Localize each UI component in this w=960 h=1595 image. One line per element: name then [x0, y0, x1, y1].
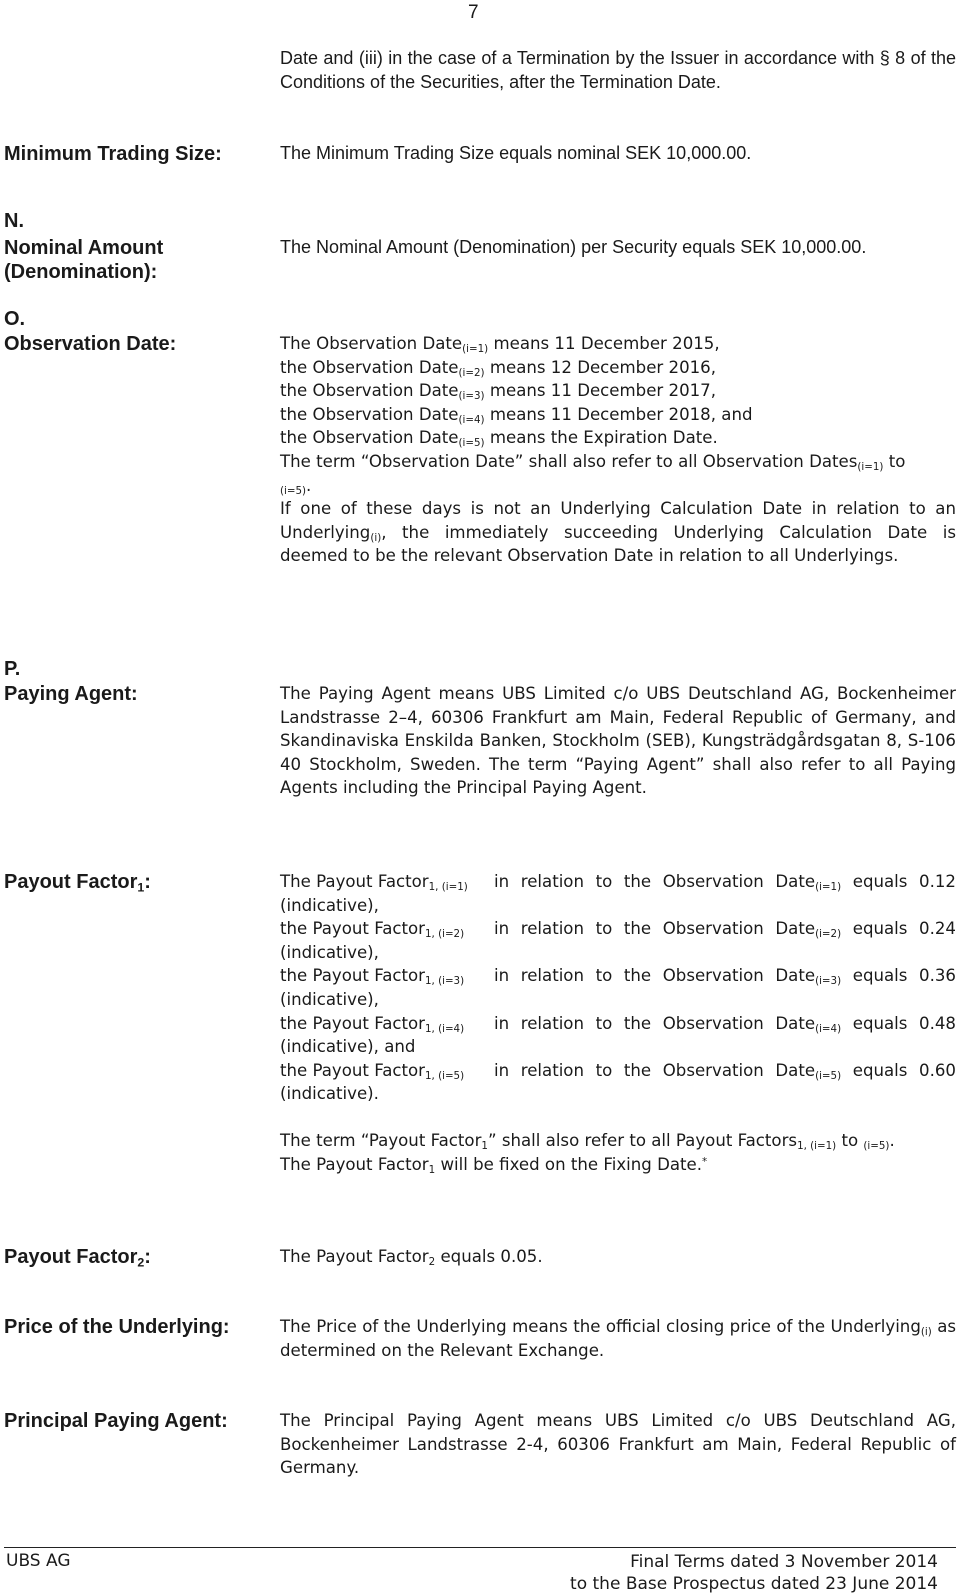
observation-date-paragraph: If one of these days is not an Underlying Calculation Date in relation to an Underlying$_{(i)}$, the immediately succeeding Underlying Calculation Date is deemed to be the relevant Observation Date in relation to all Underlyings.	[280, 499, 956, 566]
footer-issuer: UBS AG	[6, 1551, 71, 1571]
term-payout-factor-2: Payout Factor$_2$:	[4, 1246, 151, 1270]
def-price-of-underlying: The Price of the Underlying means the official closing price of the Underlying$_{(i)}$ as determined on the Relevant Exchange.	[280, 1317, 957, 1360]
footer-divider	[4, 1547, 956, 1548]
observation-date-line: the Observation Date$_{(i=3)}$ means 11 December 2017,	[280, 381, 717, 403]
payout-factor-line: the Payout Factor$_{1, (i=2)}$ in relation to the Observation Date$_{(i=2)}$ equals 0.24 (indicative),	[280, 919, 956, 962]
intro-text: Date and (iii) in the case of a Termination by the Issuer in accordance with § 8 of the Conditions of the Securities, after the Termination Date.	[280, 48, 956, 92]
def-payout-factor-2: The Payout Factor$_2$ equals 0.05.	[280, 1247, 543, 1269]
payout-factor-line: the Payout Factor$_{1, (i=4)}$ in relation to the Observation Date$_{(i=4)}$ equals 0.48 (indicative), and	[280, 1013, 956, 1057]
payout-factor-line: the Payout Factor$_{1, (i=3)}$ in relation to the Observation Date$_{(i=3)}$ equals 0.36 (indicative),	[280, 966, 956, 1009]
observation-date-line: The Observation Date$_{(i=1)}$ means 11 December 2015,	[280, 334, 720, 356]
section-letter-p: P.	[4, 658, 21, 680]
def-nominal-amount: The Nominal Amount (Denomination) per Security equals SEK 10,000.00.	[280, 237, 867, 257]
term-payout-factor-1: Payout Factor$_1$:	[4, 871, 151, 895]
def-principal-paying-agent: The Principal Paying Agent means UBS Limited c/o UBS Deutschland AG, Bockenheimer Landstrasse 2-4, 60306 Frankfurt am Main, Federal Republic of Germany.	[280, 1411, 956, 1478]
term-price-of-underlying: Price of the Underlying:	[4, 1316, 230, 1338]
section-letter-n: N.	[4, 210, 24, 232]
def-observation-date	[280, 332, 956, 568]
term-principal-paying-agent: Principal Paying Agent:	[4, 1410, 228, 1432]
observation-date-line: the Observation Date$_{(i=5)}$ means the Expiration Date.	[280, 428, 718, 450]
payout-factor-line: the Payout Factor$_{1, (i=5)}$ in relation to the Observation Date$_{(i=5)}$ equals 0.60 (indicative).	[280, 1060, 956, 1104]
term-minimum-trading-size: Minimum Trading Size:	[4, 143, 222, 165]
observation-date-line: the Observation Date$_{(i=4)}$ means 11 December 2018, and	[280, 404, 753, 426]
def-payout-factor-1	[280, 870, 956, 1177]
term-observation-date: Observation Date:	[4, 333, 177, 355]
observation-date-line: the Observation Date$_{(i=2)}$ means 12 December 2016,	[280, 357, 717, 379]
def-paying-agent: The Paying Agent means UBS Limited c/o UBS Deutschland AG, Bockenheimer Landstrasse 2–4, 60306 Frankfurt am Main, Federal Republic of Germany, and Skandinaviska Enskilda Banken, Stockholm (SEB), Kungsträdgårdsgatan 8, S-106 40 Stockholm, Sweden. The term “Paying Agent” shall also refer to all Paying Agents including the Principal Paying Agent.	[280, 684, 956, 798]
payout-factor-term-note: The term “Payout Factor$_1$” shall also refer to all Payout Factors$_{1, (i=1)}$ to $_{(i=5)}$.	[280, 1131, 895, 1153]
payout-factor-line: The Payout Factor$_{1, (i=1)}$ in relation to the Observation Date$_{(i=1)}$ equals 0.12 (indicative),	[280, 872, 956, 915]
footer-document-info: Final Terms dated 3 November 2014 to the Base Prospectus dated 23 June 2014	[570, 1552, 938, 1594]
def-minimum-trading-size: The Minimum Trading Size equals nominal SEK 10,000.00.	[280, 143, 752, 163]
observation-date-term-note: The term “Observation Date” shall also refer to all Observation Dates$_{(i=1)}$ to $_{(i=5)}$.	[280, 451, 906, 497]
page-number: 7	[468, 2, 479, 23]
section-letter-o: O.	[4, 308, 26, 330]
payout-factor-fixing-note: The Payout Factor$_1$ will be fixed on the Fixing Date.*	[280, 1155, 708, 1177]
term-nominal-amount: Nominal Amount (Denomination):	[4, 237, 164, 283]
term-paying-agent: Paying Agent:	[4, 683, 138, 705]
